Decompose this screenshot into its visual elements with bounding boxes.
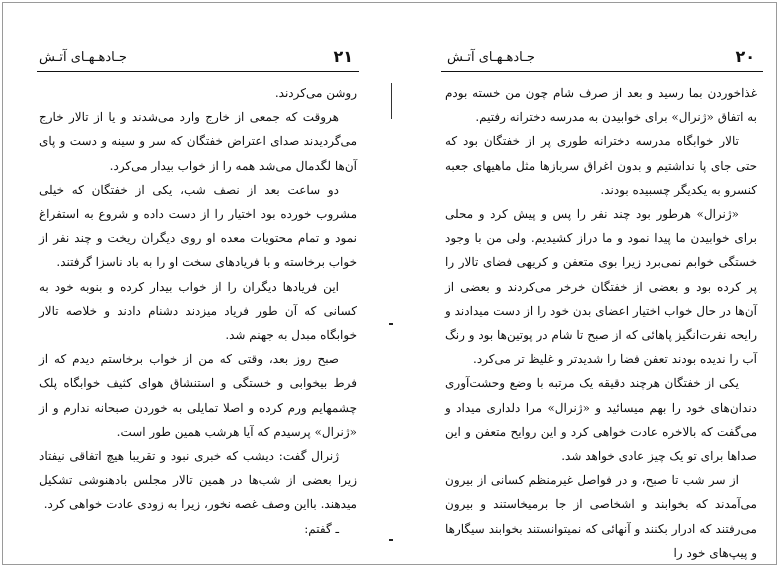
left-page-number: ۲۱ [333, 47, 353, 66]
paragraph: دو ساعت بعد از نصف شب، یکی از خفتگان که خیلی مشروب خورده بود اختیار را از دست داده و شروع به استفراغ نمود و تمام محتویات معده او روی دیگران ریخت و چند نفر از خواب برخاسته و با فریادهای سخت او را به باد ناسزا گرفتند. [39, 182, 357, 270]
paragraph: روشن می‌کردند. [274, 86, 357, 100]
paragraph: غذاخوردن بما رسید و بعد از صرف شام چون من خسته بودم به اتفاق «ژنرال» برای خوابیدن به مدرسه دخترانه رفتیم. [445, 86, 757, 125]
paragraph: صبح روز بعد، وقتی که من از خواب برخاستم دیدم که از فرط بیخوابی و خستگی و استنشاق هوای کثیف خوابگاه پلک چشمهایم ورم کرده و اصلا تمایلی به خوردن صبحانه ندارم و از «ژنرال» پرسیدم که آیا هرشب همین طور است. [39, 352, 357, 439]
paragraph: از سر شب تا صبح، و در فواصل غیرمنظم کسانی از بیرون می‌آمدند که بخوابند و اشخاصی از جا برمیخاستند و بیرون می‌رفتند که ادرار بکنند و آنهائی که نمیتوانستند بخوابند سیگارها و پیپ‌های خود را [445, 473, 757, 560]
gutter-dot [389, 539, 393, 541]
paragraph: هروقت که جمعی از خارج وارد می‌شدند و یا از تالار خارج می‌گردیدند صدای اعتراض خفتگان که سر و سینه و دست و پای آن‌ها لگدمال می‌شد همه را از خواب بیدار می‌کرد. [39, 110, 357, 173]
left-page-body [39, 81, 357, 541]
left-running-title: جـادهـهـای آتـش [39, 50, 127, 65]
paragraph: ـ گفتم: [304, 521, 339, 536]
paragraph: «ژنرال» هرطور بود چند نفر را پس و پیش کرد و محلی برای خوابیدن ما پیدا نمود و ما دراز کشیدیم. ولی من با وجود خستگی خوابم نمی‌برد زیرا بوی متعفن و کریهی فضای تالار را پر کرده بود و بعضی از خفتگان خرخر می‌کردند و بعضی از آن‌ها در حال خواب اختیار اعضای بدن خود را از دست میدادند و رایحه نفرت‌انگیز پاهائی که از صبح تا شام در پوتین‌ها بود و رنگ آب را ندیده بودند تعفن فضا را شدیدتر و غلیظ تر می‌کرد. [445, 207, 758, 367]
right-page-body [445, 81, 757, 564]
paragraph: ژنرال گفت: دیشب که خبری نبود و تقریبا هیچ اتفاقی نیفتاد زیرا بعضی از شب‌ها در همین تالار مجلس بادهنوشی تشکیل میدهند. بااین وصف غصه نخور، زیرا به زودی عادت خواهی کرد. [39, 449, 357, 512]
gutter-dot [389, 323, 393, 325]
paragraph: تالار خوابگاه مدرسه دخترانه طوری پر از خفتگان بود که حتی جای پا نداشتیم و بدون اغراق سربازها مثل ماهیهای جعبه کنسرو به یکدیگر چسبیده بودند. [445, 134, 757, 197]
right-page-header [441, 49, 763, 72]
right-page [389, 3, 776, 564]
left-page [3, 3, 389, 564]
right-running-title: جـادهـهـای آتـش [447, 50, 535, 65]
left-page-header [37, 49, 359, 72]
gutter-line [391, 83, 392, 119]
right-page-number: ۲۰ [735, 47, 755, 66]
document-frame [2, 2, 777, 565]
paragraph: یکی از خفتگان هرچند دقیقه یک مرتبه با وضع وحشت‌آوری دندان‌های خود را بهم میسائید و «ژنرال» مرا دلداری میداد و می‌گفت که بالاخره عادت خواهی کرد و این روایح متعفن و این صداها برای تو یک چیز عادی خواهد شد. [445, 376, 757, 464]
paragraph: این فریادها دیگران را از خواب بیدار کرده و بنوبه خود به کسانی که آن طور فریاد میزدند دشنام دادند و خلاصه تالار خوابگاه مبدل به جهنم شد. [39, 279, 357, 343]
